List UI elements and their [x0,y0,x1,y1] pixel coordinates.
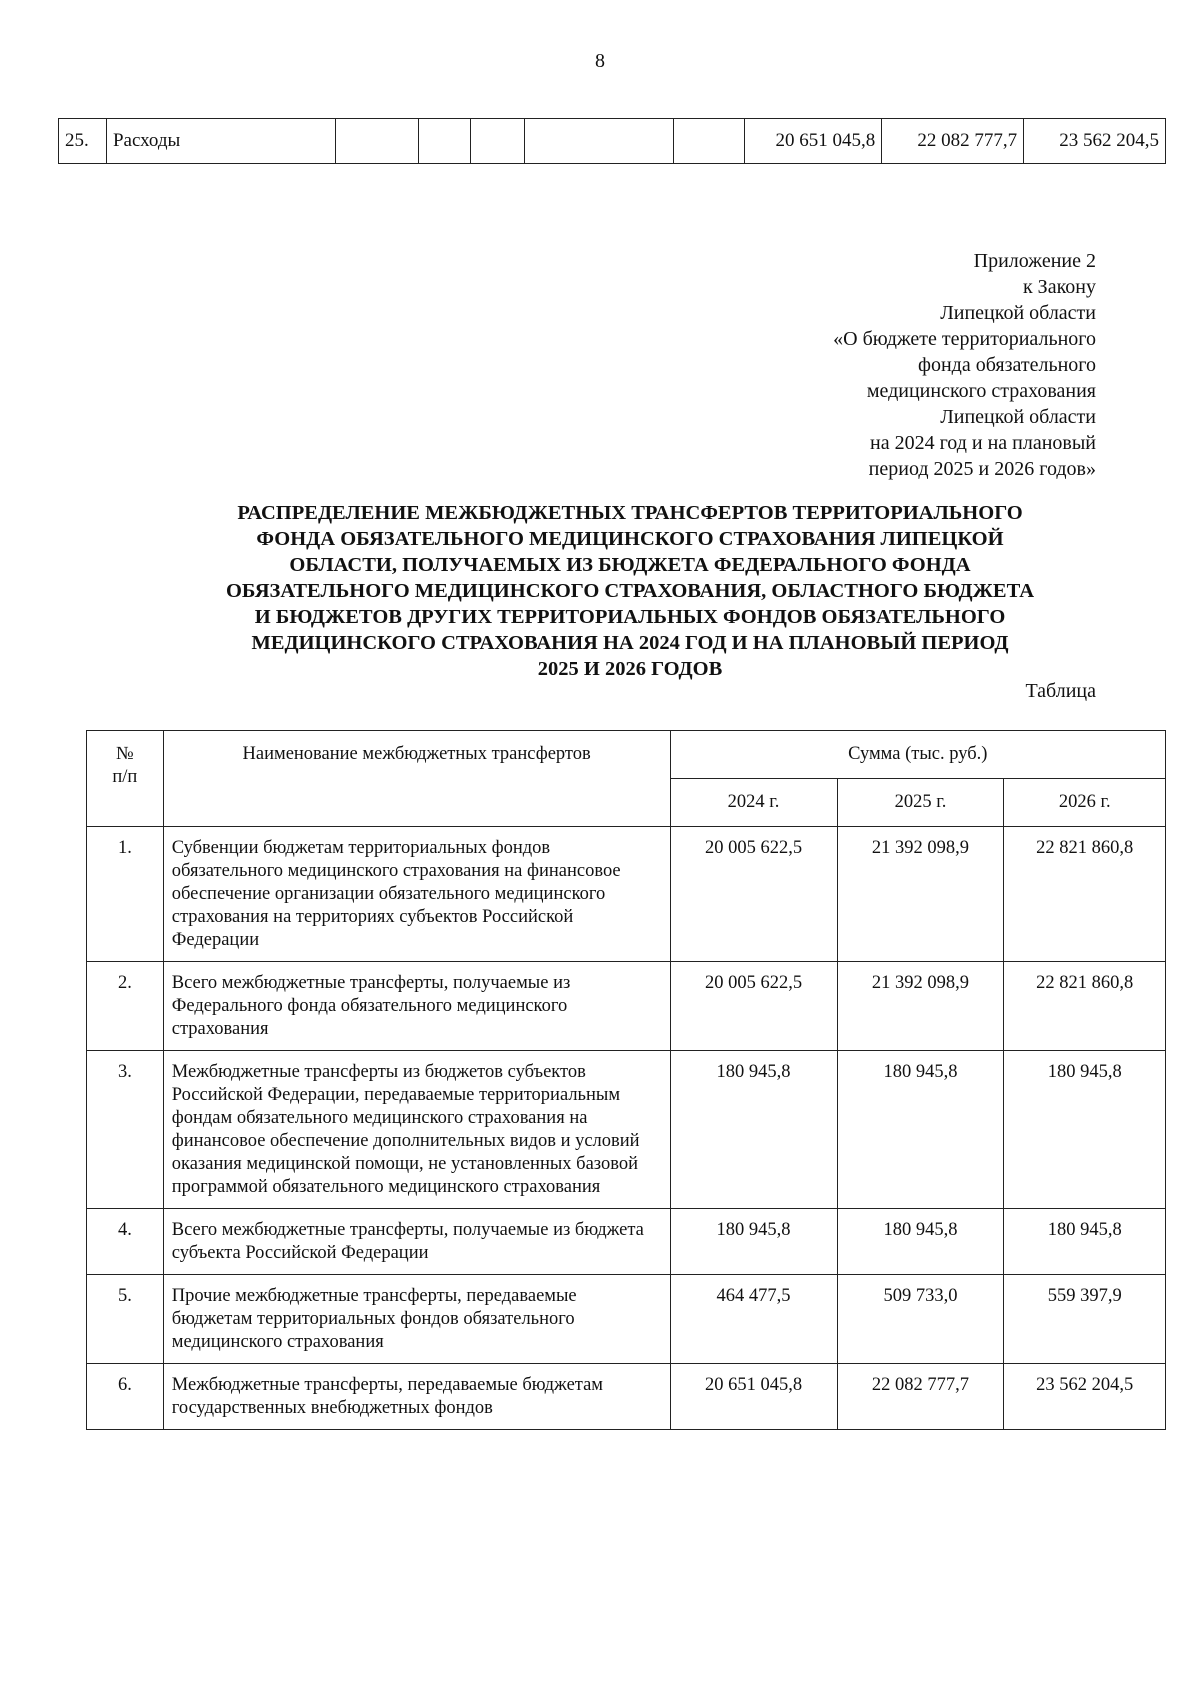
row-name: Всего межбюджетные трансферты, получаемые из бюджета субъекта Российской Федерации [163,1209,670,1275]
row-index: 3. [87,1051,164,1209]
value-2024: 180 945,8 [670,1051,837,1209]
value-2024: 20 651 045,8 [744,119,882,164]
header-row [87,731,1166,779]
value-2024: 20 005 622,5 [670,827,837,962]
transfers-table [86,730,1166,1430]
appendix-line: Липецкой области [940,302,1096,324]
value-2026: 180 945,8 [1004,1051,1166,1209]
title-line: ФОНДА ОБЯЗАТЕЛЬНОГО МЕДИЦИНСКОГО СТРАХОВАНИЯ ЛИПЕЦКОЙ [256,528,1004,550]
table-row [59,119,1166,164]
title-line: РАСПРЕДЕЛЕНИЕ МЕЖБЮДЖЕТНЫХ ТРАНСФЕРТОВ ТЕРРИТОРИАЛЬНОГО [237,502,1023,524]
value-2025: 21 392 098,9 [837,827,1004,962]
value-2025: 22 082 777,7 [882,119,1024,164]
value-2024: 180 945,8 [670,1209,837,1275]
row-name: Межбюджетные трансферты из бюджетов субъектов Российской Федерации, передаваемые территориальным фондам обязательного медицинского страхования на финансовое обеспечение дополнительных видов и условий оказания медицинской помощи, не установленных базовой программой обязательного медицинского страхования [163,1051,670,1209]
value-2025: 21 392 098,9 [837,962,1004,1051]
empty-cell [674,119,744,164]
value-2026: 22 821 860,8 [1004,827,1166,962]
table-row [87,1051,1166,1209]
appendix-line: период 2025 и 2026 годов» [868,458,1096,480]
row-index: 25. [59,119,107,164]
table-label: Таблица [1025,680,1096,702]
appendix-line: медицинского страхования [866,380,1096,402]
row-name: Прочие межбюджетные трансферты, передаваемые бюджетам территориальных фондов обязательного медицинского страхования [163,1275,670,1364]
row-name: Всего межбюджетные трансферты, получаемые из Федерального фонда обязательного медицинского страхования [163,962,670,1051]
table-row [87,962,1166,1051]
value-2024: 464 477,5 [670,1275,837,1364]
title-line: И БЮДЖЕТОВ ДРУГИХ ТЕРРИТОРИАЛЬНЫХ ФОНДОВ ОБЯЗАТЕЛЬНОГО [254,606,1006,628]
value-2026: 23 562 204,5 [1004,1364,1166,1430]
empty-cell [419,119,471,164]
header-name: Наименование межбюджетных трансфертов [163,731,670,827]
appendix-line: фонда обязательного [918,354,1096,376]
row-name: Межбюджетные трансферты, передаваемые бюджетам государственных внебюджетных фондов [163,1364,670,1430]
row-index: 6. [87,1364,164,1430]
appendix-header [833,248,1096,482]
value-2025: 180 945,8 [837,1051,1004,1209]
value-2024: 20 005 622,5 [670,962,837,1051]
table-row [87,1364,1166,1430]
value-2025: 180 945,8 [837,1209,1004,1275]
row-index: 4. [87,1209,164,1275]
table-row [87,827,1166,962]
title-line: ОБЛАСТИ, ПОЛУЧАЕМЫХ ИЗ БЮДЖЕТА ФЕДЕРАЛЬНОГО ФОНДА [289,554,971,576]
row-name: Субвенции бюджетам территориальных фондов обязательного медицинского страхования на финансовое обеспечение организации обязательного медицинского страхования на территориях субъектов Российской Федерации [163,827,670,962]
appendix-line: к Закону [1022,276,1096,298]
page-number: 8 [595,50,605,72]
appendix-line: Приложение 2 [973,250,1096,272]
carryover-table [58,118,1166,164]
value-2025: 22 082 777,7 [837,1364,1004,1430]
title-line: ОБЯЗАТЕЛЬНОГО МЕДИЦИНСКОГО СТРАХОВАНИЯ, ОБЛАСТНОГО БЮДЖЕТА [225,580,1035,602]
row-index: 1. [87,827,164,962]
header-year-2025: 2025 г. [837,779,1004,827]
header-number: № п/п [87,731,164,827]
row-index: 5. [87,1275,164,1364]
empty-cell [471,119,525,164]
row-index: 2. [87,962,164,1051]
value-2026: 22 821 860,8 [1004,962,1166,1051]
appendix-line: на 2024 год и на плановый [869,432,1096,454]
table-row [87,1209,1166,1275]
header-year-2026: 2026 г. [1004,779,1166,827]
document-title [150,500,1110,682]
value-2026: 180 945,8 [1004,1209,1166,1275]
header-sum: Сумма (тыс. руб.) [670,731,1165,779]
title-line: МЕДИЦИНСКОГО СТРАХОВАНИЯ НА 2024 ГОД И НА ПЛАНОВЫЙ ПЕРИОД [251,632,1009,654]
empty-cell [525,119,674,164]
title-line: 2025 И 2026 ГОДОВ [537,658,723,680]
table-row [87,1275,1166,1364]
row-label: Расходы [106,119,336,164]
value-2024: 20 651 045,8 [670,1364,837,1430]
value-2026: 23 562 204,5 [1024,119,1166,164]
value-2026: 559 397,9 [1004,1275,1166,1364]
value-2025: 509 733,0 [837,1275,1004,1364]
appendix-line: «О бюджете территориального [833,328,1096,350]
appendix-line: Липецкой области [940,406,1096,428]
empty-cell [336,119,419,164]
header-year-2024: 2024 г. [670,779,837,827]
